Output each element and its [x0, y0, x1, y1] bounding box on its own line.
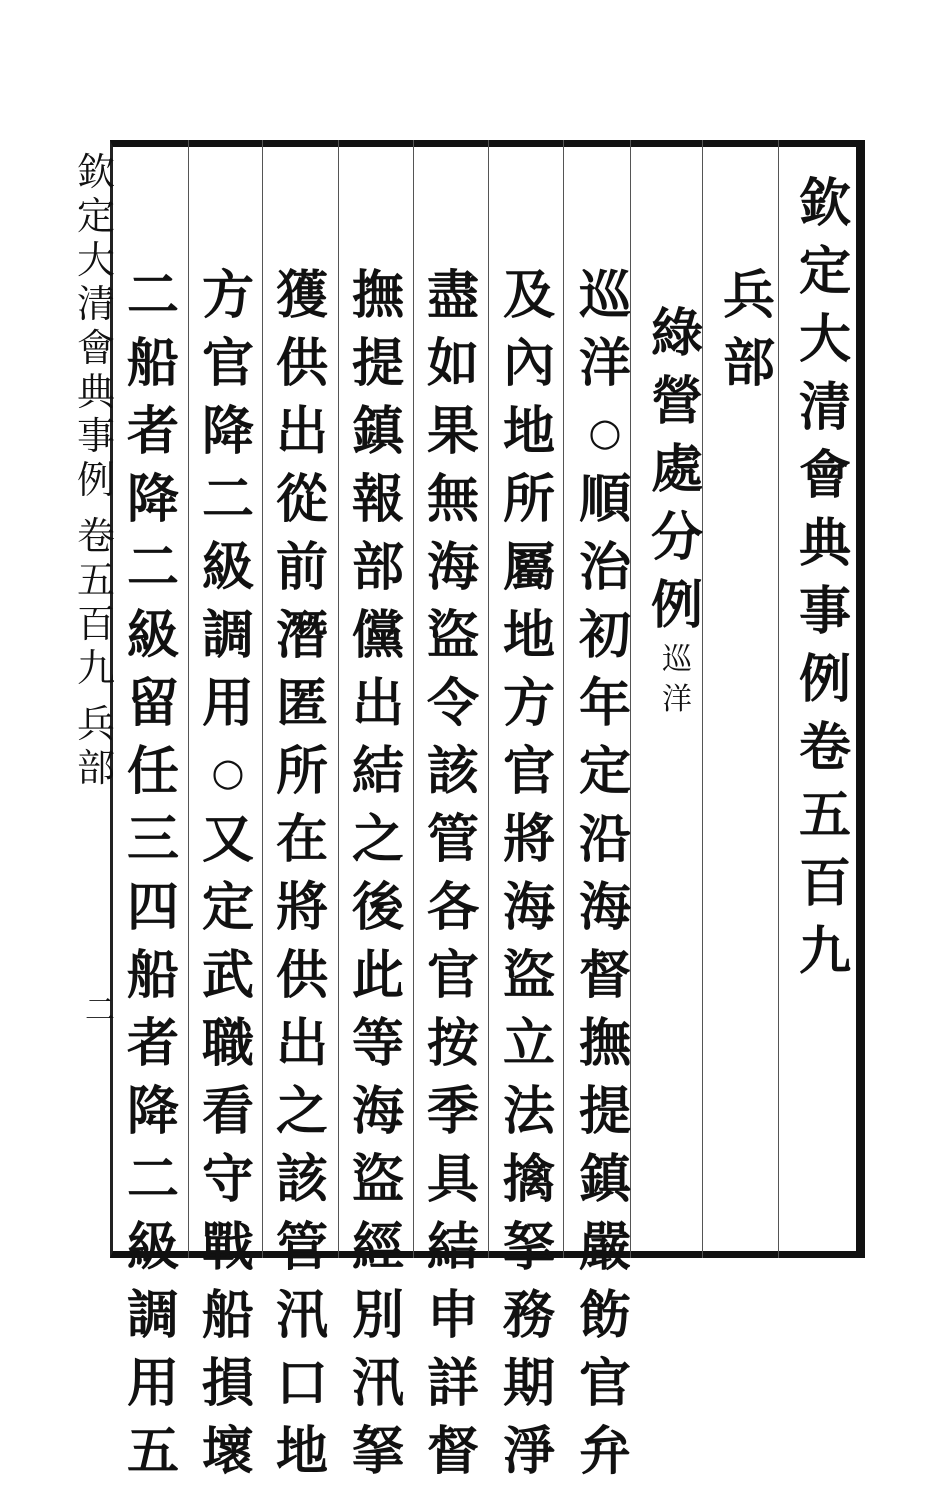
text-column: 方 官 降 二 級 調 用 ○ 又 定 武 職 看 守 戰 船 損 壞	[201, 265, 254, 1482]
column-rule	[413, 140, 414, 1258]
text-column: 及 內 地 所 屬 地 方 官 將 海 盜 立 法 擒 拏 務 期 淨	[502, 265, 555, 1482]
edge-chapter: 卷 五 百 九	[76, 514, 115, 690]
text-column: 欽 定 大 清 會 典 事 例 卷 五 百 九	[798, 173, 851, 982]
column-rule	[338, 140, 339, 1258]
inline-note: 洋	[662, 682, 692, 717]
text-column: 巡 洋 ○ 順 治 初 年 定 沿 海 督 撫 提 鎮 嚴 飭 官 弁	[578, 265, 631, 1482]
text-column: 二 船 者 降 二 級 留 任 三 四 船 者 降 二 級 調 用 五	[126, 265, 179, 1482]
edge-book-title: 欽 定 大 清 會 典 事 例	[76, 150, 115, 502]
column-rule	[488, 140, 489, 1258]
page-number: 二	[85, 993, 115, 1028]
text-column: 撫 提 鎮 報 部 儻 出 結 之 後 此 等 海 盜 經 別 汛 拏	[351, 265, 404, 1482]
text-column: 綠 營 處 分 例 巡 洋	[642, 300, 712, 720]
text-column: 盡 如 果 無 海 盜 令 該 管 各 官 按 季 具 結 申 詳 督	[426, 265, 479, 1482]
edge-section: 兵 部	[76, 702, 115, 790]
inline-note: 巡	[662, 642, 692, 677]
page-edge-margin	[68, 150, 124, 790]
text-column: 兵 部	[722, 265, 775, 394]
text-column: 獲 供 出 從 前 潛 匿 所 在 將 供 出 之 該 管 汛 口 地	[275, 265, 328, 1482]
column-rule	[188, 140, 189, 1258]
